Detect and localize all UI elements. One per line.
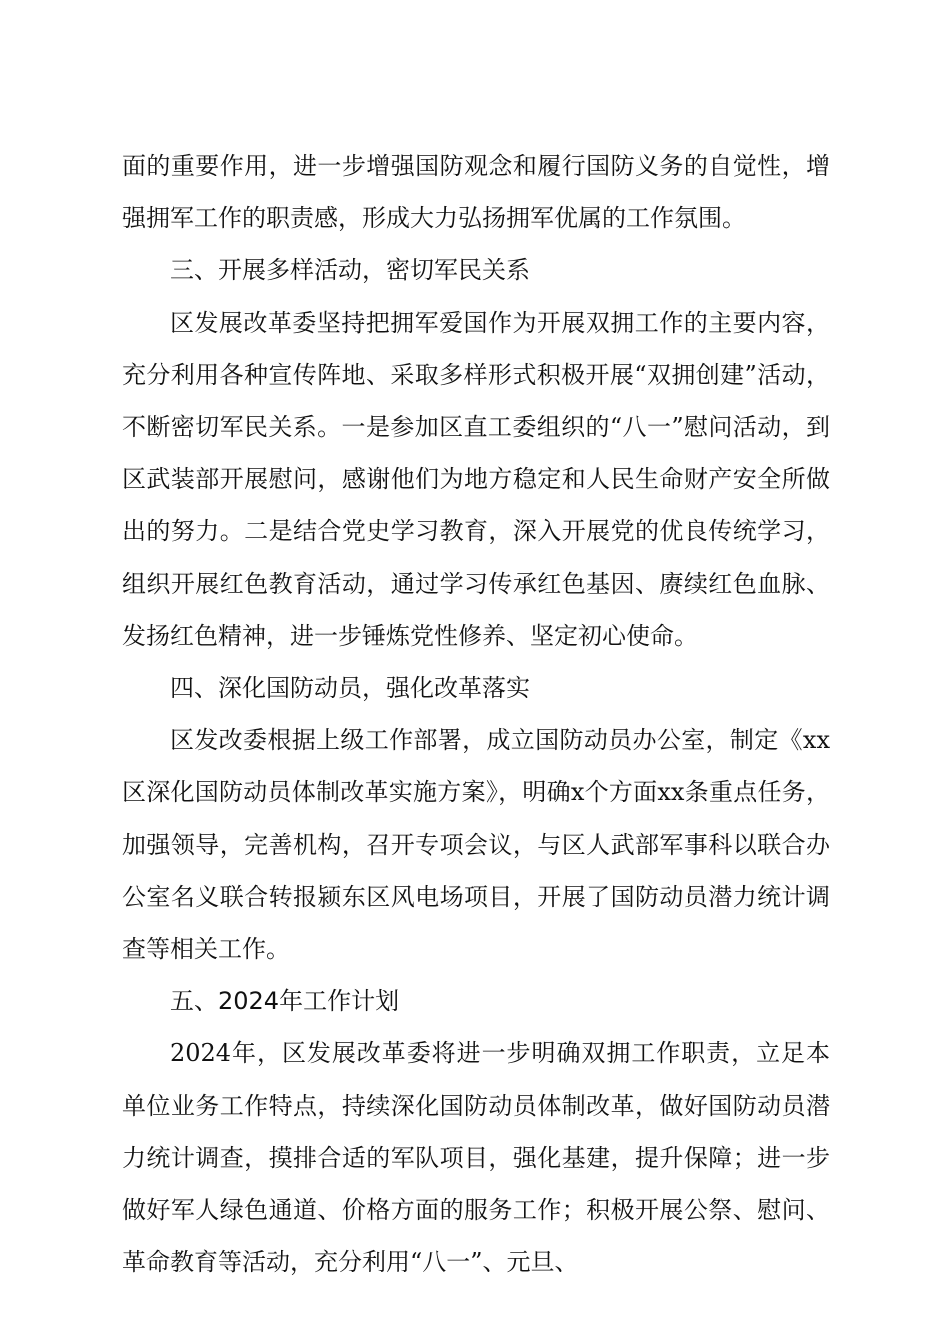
section-heading-3: 三、开展多样活动，密切军民关系 bbox=[170, 256, 530, 285]
document-page bbox=[122, 140, 830, 1288]
paragraph-continuation: 面的重要作用，进一步增强国防观念和履行国防义务的自觉性，增强拥军工作的职责感，形成大力弘扬拥军优属的工作氛围。 bbox=[122, 152, 830, 233]
paragraph-section-4: 区发改委根据上级工作部署，成立国防动员办公室，制定《xx区深化国防动员体制改革实施方案》，明确x个方面xx条重点任务，加强领导，完善机构，召开专项会议，与区人武部军事科以联合办公室名义联合转报颍东区风电场项目，开展了国防动员潜力统计调查等相关工作。 bbox=[122, 726, 830, 964]
paragraph-section-5: 2024年，区发展改革委将进一步明确双拥工作职责，立足本单位业务工作特点，持续深化国防动员体制改革，做好国防动员潜力统计调查，摸排合适的军队项目，强化基建，提升保障；进一步做好军人绿色通道、价格方面的服务工作；积极开展公祭、慰问、革命教育等活动，充分利用“八一”、元旦、 bbox=[122, 1039, 830, 1277]
section-heading-4: 四、深化国防动员，强化改革落实 bbox=[170, 674, 530, 703]
section-heading-5: 五、2024年工作计划 bbox=[170, 987, 400, 1016]
paragraph-section-3: 区发展改革委坚持把拥军爱国作为开展双拥工作的主要内容，充分利用各种宣传阵地、采取多样形式积极开展“双拥创建”活动，不断密切军民关系。一是参加区直工委组织的“八一”慰问活动，到区武装部开展慰问，感谢他们为地方稳定和人民生命财产安全所做出的努力。二是结合党史学习教育，深入开展党的优良传统学习，组织开展红色教育活动，通过学习传承红色基因、赓续红色血脉、发扬红色精神，进一步锤炼党性修养、坚定初心使命。 bbox=[122, 308, 830, 650]
